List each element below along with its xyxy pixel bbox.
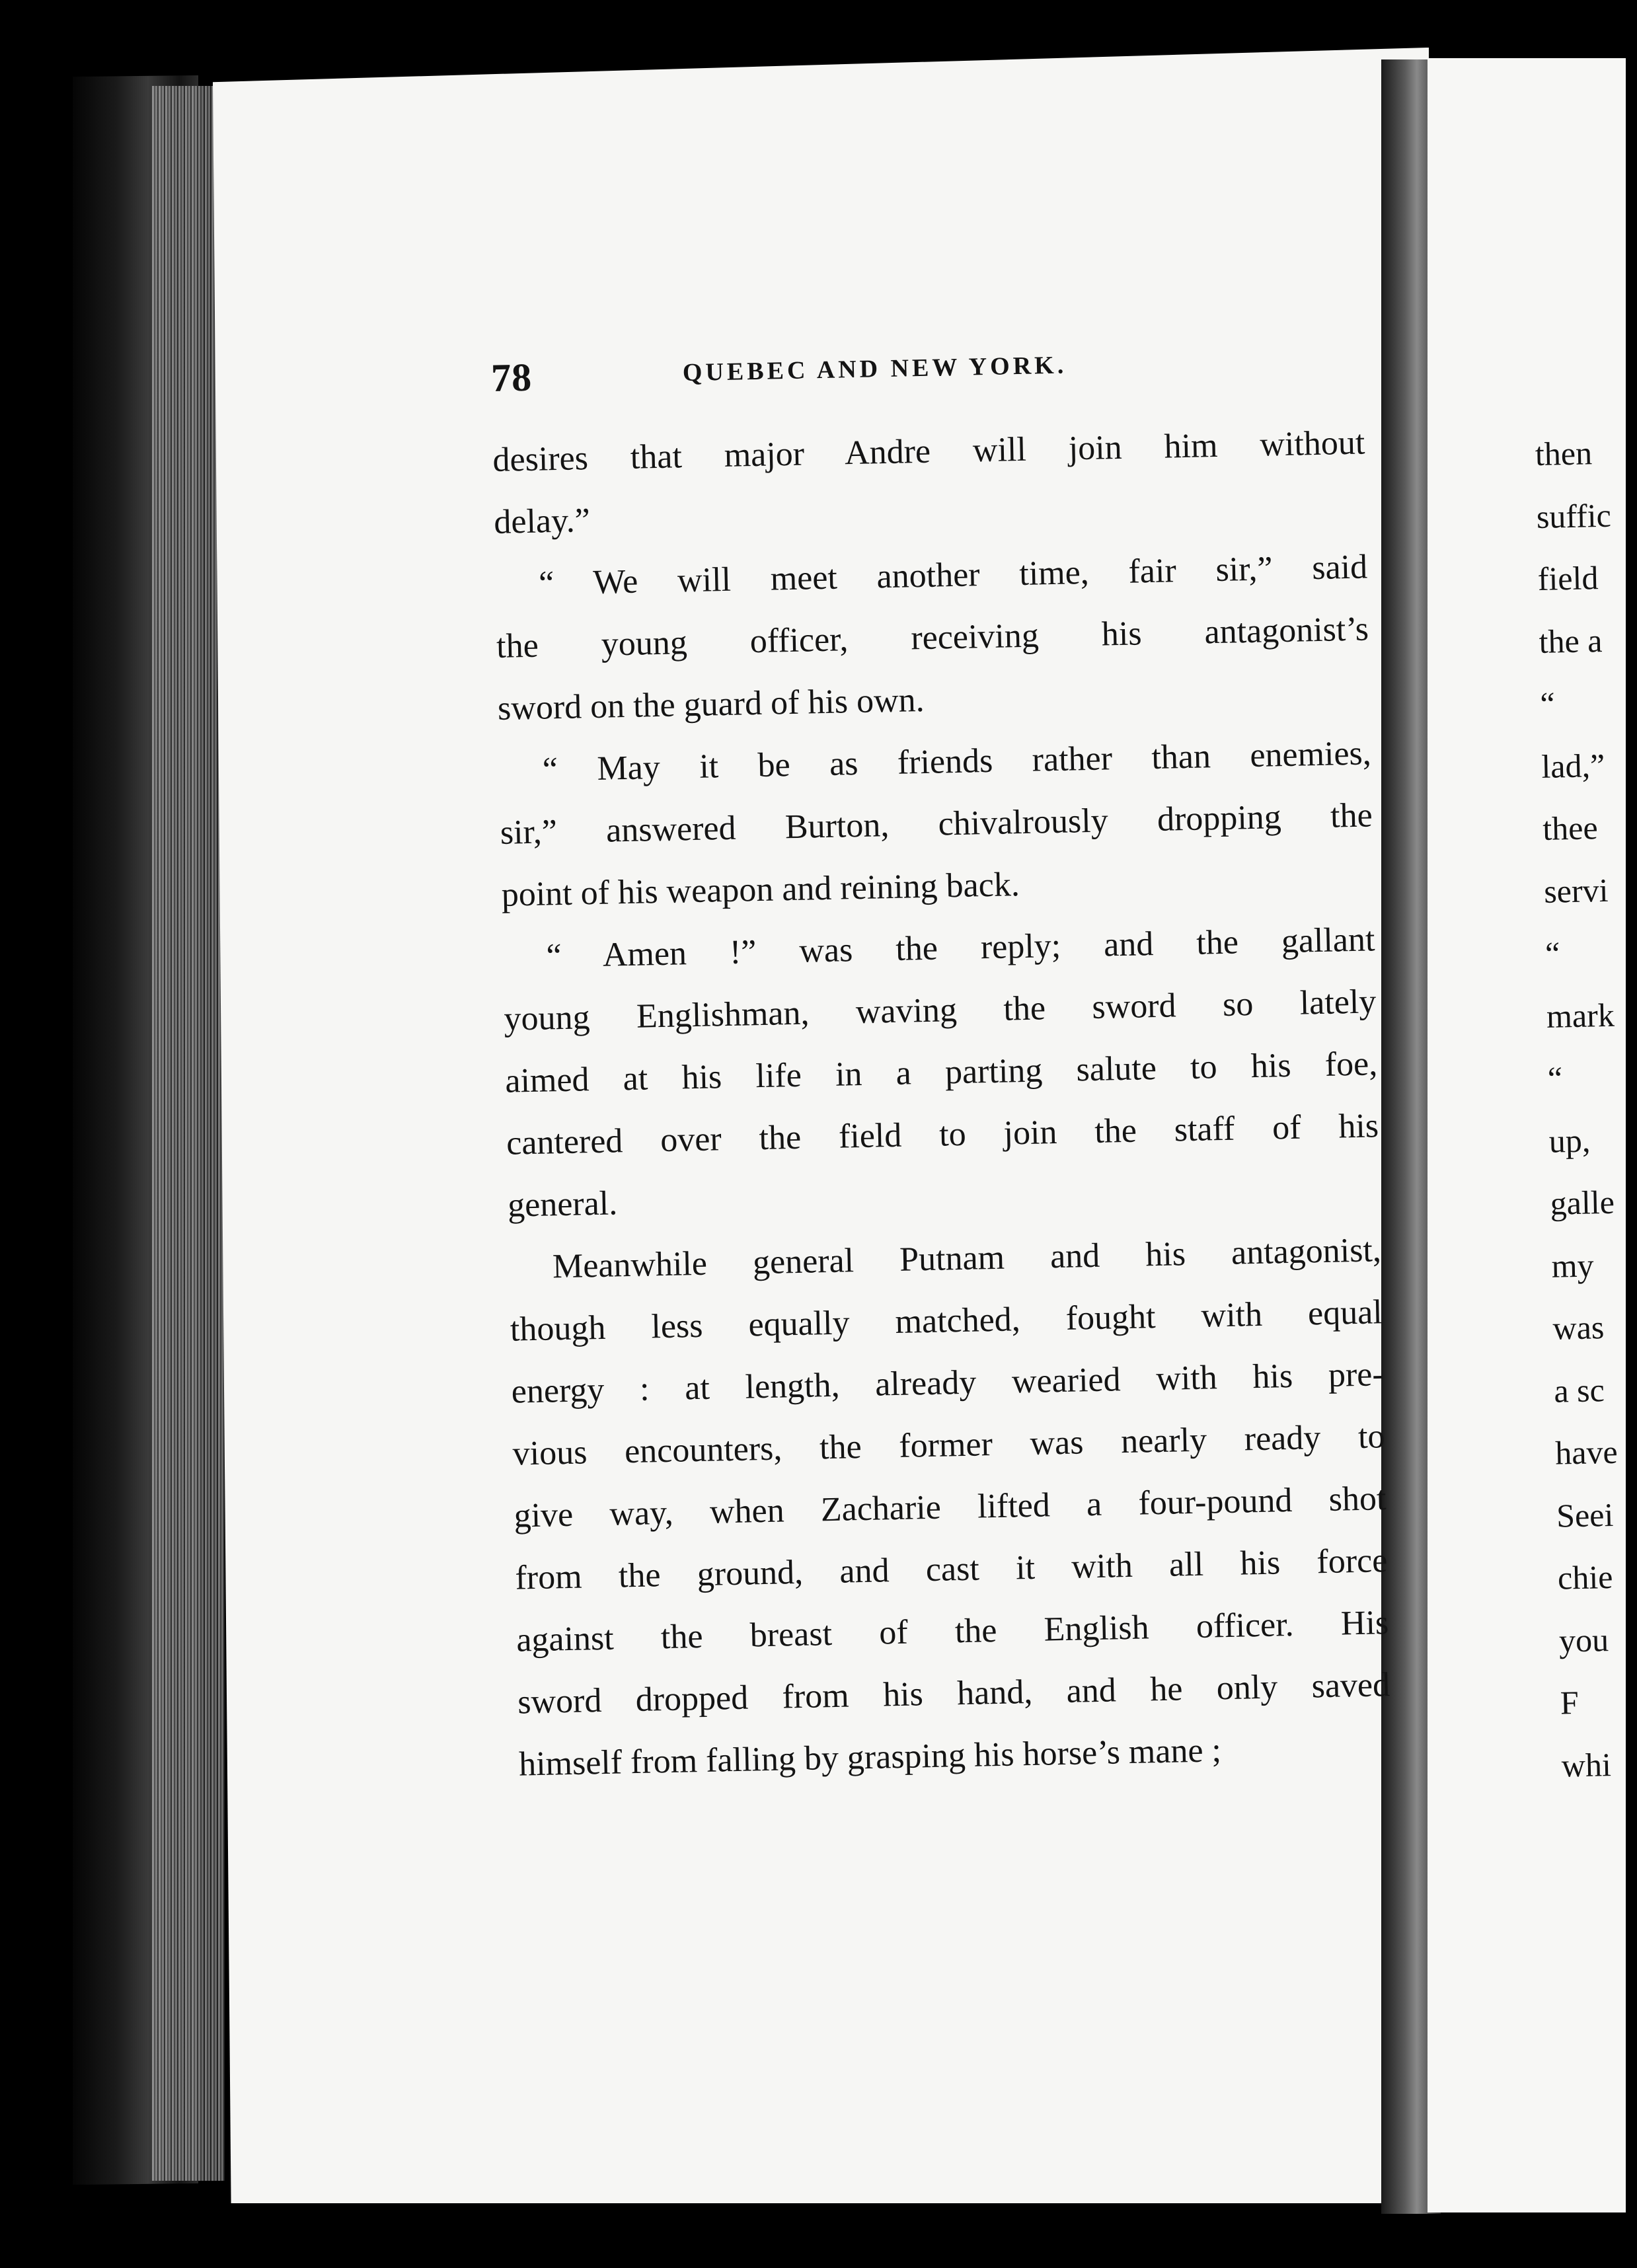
line-text: give way, when Zacharie lifted a four-pound shot bbox=[514, 1480, 1387, 1535]
line-text: against the breast of the English officer. His bbox=[515, 1604, 1389, 1659]
facing-page-fragment: the a bbox=[1539, 621, 1603, 660]
facing-page-fragment: F bbox=[1560, 1684, 1580, 1721]
line-text: point of his weapon and reining back. bbox=[501, 866, 1020, 914]
facing-page-fragment: galle bbox=[1550, 1183, 1615, 1222]
facing-page-fragment: lad,” bbox=[1541, 746, 1605, 785]
facing-page-fragment: then bbox=[1535, 434, 1593, 472]
facing-page-fragment: my bbox=[1551, 1246, 1595, 1285]
paragraph-indent bbox=[509, 1277, 552, 1278]
line-text: “ We will meet another time, fair sir,” said bbox=[538, 548, 1368, 603]
line-text: desires that major Andre will join him without bbox=[492, 424, 1365, 479]
line-text: delay.” bbox=[493, 502, 591, 541]
facing-page-fragment: was bbox=[1552, 1308, 1605, 1347]
line-text: cantered over the field to join the staff of his bbox=[506, 1107, 1379, 1162]
paragraph-indent bbox=[499, 781, 543, 782]
facing-page-fragment: “ bbox=[1544, 934, 1560, 972]
running-head: QUEBEC AND NEW YORK. bbox=[682, 351, 1067, 387]
facing-page-fragment: a sc bbox=[1553, 1371, 1605, 1410]
facing-page-fragment: mark bbox=[1546, 996, 1615, 1035]
page-number: 78 bbox=[490, 355, 533, 400]
facing-page-fragment: suffic bbox=[1536, 496, 1612, 535]
line-text: Meanwhile general Putnam and his antagonist, bbox=[552, 1231, 1382, 1286]
line-text: sword on the guard of his own. bbox=[497, 681, 925, 728]
left-page-text bbox=[490, 326, 1392, 1796]
facing-page-fragment: you bbox=[1558, 1620, 1609, 1659]
line-text: “ Amen !” was the reply; and the gallant bbox=[546, 921, 1375, 975]
line-text: sir,” answered Burton, chivalrously dropping the bbox=[500, 796, 1373, 852]
page-edges bbox=[152, 86, 225, 2181]
line-text: general. bbox=[507, 1184, 618, 1225]
page-header bbox=[490, 326, 1364, 430]
body-text bbox=[492, 412, 1392, 1796]
line-text: himself from falling by grasping his horse’s mane ; bbox=[518, 1731, 1222, 1784]
facing-page-fragment: whi bbox=[1561, 1745, 1612, 1784]
facing-page-fragment: chie bbox=[1557, 1558, 1613, 1597]
line-text: energy : at length, already wearied with his pre- bbox=[511, 1355, 1385, 1411]
facing-page-fragment: up, bbox=[1548, 1121, 1591, 1160]
line-text: though less equally matched, fought with equal bbox=[510, 1293, 1383, 1349]
facing-page-fragment: thee bbox=[1542, 809, 1599, 847]
line-text: from the ground, and cast it with all his force bbox=[514, 1542, 1388, 1597]
facing-page-fragment: “ bbox=[1539, 685, 1556, 722]
line-text: aimed at his life in a parting salute to his foe, bbox=[504, 1045, 1378, 1100]
facing-page-fragment: Seei bbox=[1556, 1495, 1614, 1534]
facing-page-fragment: “ bbox=[1547, 1059, 1563, 1097]
line-text: “ May it be as friends rather than enemies, bbox=[542, 734, 1372, 789]
facing-page-fragment: field bbox=[1537, 559, 1599, 597]
facing-page-fragment: servi bbox=[1543, 871, 1609, 910]
line-text: sword dropped from his hand, and he only saved bbox=[517, 1666, 1390, 1721]
line-text: young Englishman, waving the sword so lately bbox=[503, 983, 1377, 1038]
line-text: vious encounters, the former was nearly ready to bbox=[512, 1418, 1386, 1473]
facing-page-fragment: have bbox=[1554, 1433, 1618, 1472]
line-text: the young officer, receiving his antagonist’s bbox=[496, 610, 1369, 665]
